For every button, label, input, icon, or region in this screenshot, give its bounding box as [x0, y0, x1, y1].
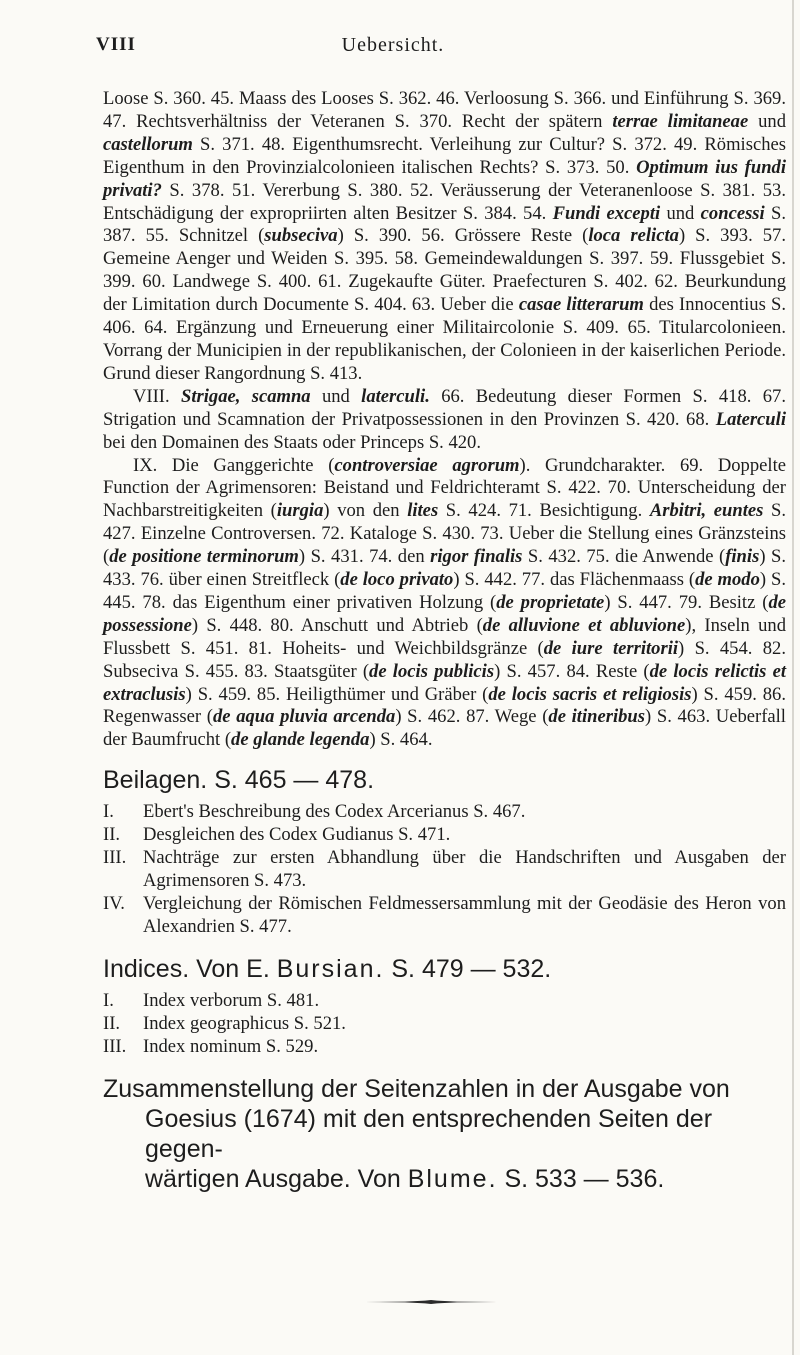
- header-title: Uebersicht.: [341, 34, 445, 56]
- text-run: und: [310, 385, 362, 407]
- closing-heading: [103, 1074, 786, 1194]
- text-run: und: [660, 202, 701, 224]
- latin-term: de locis sacris et religiosis: [488, 683, 692, 705]
- text-run: S. 371. 48. Eigenthumsrecht. Verleihung zur Cultur? S. 372. 49. Römisches Eigenthum in den Provinzialcolonieen italischen Rechts? S. 373. 50.: [103, 133, 786, 178]
- latin-term: Fundi excepti: [552, 202, 661, 224]
- latin-term: lites: [407, 500, 439, 522]
- latin-term: laterculi.: [361, 385, 430, 407]
- list-item-number: I.: [103, 989, 114, 1011]
- beilagen-heading: Beilagen. S. 465 — 478.: [103, 766, 375, 795]
- list-item-text: Index geographicus S. 521.: [143, 1012, 346, 1034]
- latin-term: de alluvione et abluvione: [482, 614, 686, 636]
- latin-term: concessi: [700, 202, 765, 224]
- text-run: VIII.: [133, 385, 181, 407]
- text-run: ) S. 462. 87. Wege (: [395, 706, 549, 728]
- closing-line-3-prefix: wärtigen Ausgabe. Von: [145, 1165, 408, 1194]
- text-run: ) S. 463. Ueberfall der Baumfrucht (: [103, 706, 786, 751]
- indices-heading-prefix: Indices. Von E.: [103, 954, 277, 983]
- latin-term: de loco privato: [340, 569, 454, 591]
- latin-term: de possessione: [103, 591, 786, 636]
- indices-author: Bursian.: [276, 954, 385, 983]
- text-run: ) S. 393. 57. Gemeine Aenger und Weiden S. 395. 58. Gemeindewaldungen S. 397. 59. Flussgebiet S. 399. 60. Landwege S. 400. 61. Zugekaufte Güter. Praefecturen S. 402. 62. Beurkundung der Limitation durch Documente S. 404. 63. Ueber die: [103, 225, 786, 316]
- paragraph-section-7-continued: [103, 88, 786, 386]
- list-item-text: Desgleichen des Codex Gudianus S. 471.: [143, 824, 451, 846]
- end-ornament-rule: [365, 1298, 497, 1306]
- latin-term: finis: [725, 546, 760, 568]
- text-run: ) S. 431. 74. den: [298, 546, 431, 568]
- latin-term: de iure territorii: [543, 637, 679, 659]
- closing-line-2: Goesius (1674) mit den entsprechenden Seiten der gegen-: [145, 1105, 713, 1164]
- latin-term: de itineribus: [548, 706, 646, 728]
- latin-term: loca relicta: [588, 225, 679, 247]
- latin-term: Strigae, scamna: [180, 385, 311, 407]
- text-run: IX. Die Ganggerichte (: [133, 454, 335, 476]
- text-run: ) S. 464.: [369, 729, 433, 751]
- text-run: des Innocentius S. 406. 64. Ergänzung und Erneuerung einer Militaircolonie S. 409. 65. Titularcolonieen. Vorrang der Municipien in der republikanischen, der Colonieen in der kaiserlichen Periode. Grund dieser Rangordnung S. 413.: [103, 294, 786, 384]
- list-item: [103, 824, 786, 847]
- running-header: [96, 34, 690, 64]
- text-run: S. 424. 71. Besichtigung.: [438, 500, 650, 522]
- latin-term: de aqua pluvia arcenda: [212, 706, 396, 728]
- text-run: ) S. 433. 76. über einen Streitfleck (: [103, 546, 786, 591]
- beilagen-list: [103, 801, 786, 938]
- latin-term: iurgia: [276, 500, 324, 522]
- paragraph-section-8: [103, 386, 786, 455]
- list-item-number: II.: [103, 824, 121, 846]
- closing-line-3-pages: S. 533 — 536.: [497, 1165, 665, 1194]
- indices-heading: [103, 955, 786, 984]
- text-run: ) von den: [323, 500, 408, 522]
- latin-term: Optimum ius fundi privati?: [103, 156, 787, 201]
- text-run: ) S. 442. 77. das Flächenmaass (: [453, 569, 696, 591]
- indices-heading-pages: S. 479 — 532.: [384, 954, 552, 983]
- closing-line-1: Zusammenstellung der Seitenzahlen in der Ausgabe von: [103, 1075, 730, 1104]
- list-item: [103, 1013, 786, 1036]
- latin-term: casae litterarum: [518, 294, 644, 316]
- text-run: S. 432. 75. die Anwende (: [522, 546, 726, 568]
- latin-term: terrae limitaneae: [612, 110, 749, 132]
- paragraph-section-9: [103, 455, 786, 753]
- latin-term: Laterculi: [715, 408, 786, 430]
- list-item-number: IV.: [103, 892, 125, 914]
- latin-term: de positione terminorum: [109, 546, 299, 568]
- closing-author: Blume.: [407, 1165, 498, 1194]
- list-item-number: I.: [103, 801, 114, 823]
- text-run: ) S. 445. 78. das Eigenthum einer privativen Holzung (: [103, 569, 786, 613]
- text-run: ) S. 454. 82. Subseciva S. 455. 83. Staatsgüter (: [103, 637, 786, 682]
- indices-list: [103, 990, 786, 1059]
- text-run: 66. Bedeutung dieser Formen S. 418. 67. Strigation und Scamnation der Privatpossessionen in den Provinzen S. 420. 68.: [103, 385, 786, 430]
- list-item-number: III.: [103, 1035, 127, 1057]
- latin-term: Arbitri, euntes: [649, 500, 764, 522]
- latin-term: de proprietate: [496, 591, 605, 613]
- list-item-text: Ebert's Beschreibung des Codex Arcerianus S. 467.: [143, 801, 526, 823]
- list-item: [103, 847, 786, 893]
- text-run: Loose S. 360. 45. Maass des Looses S. 362. 46. Verloosung S. 366. und Einführung S. 369. 47. Rechtsverhältniss der Veteranen S. 370. Recht der spätern: [103, 88, 786, 132]
- latin-term: subseciva: [264, 225, 338, 247]
- latin-term: rigor finalis: [430, 546, 523, 568]
- text-run: S. 427. Einzelne Controversen. 72. Kataloge S. 430. 73. Ueber die Stellung eines Gränzsteins (: [103, 500, 787, 568]
- latin-term: de glande legenda: [231, 729, 370, 751]
- latin-term: de locis publicis: [369, 660, 495, 682]
- latin-term: castellorum: [103, 133, 193, 155]
- latin-term: controversiae agrorum: [334, 454, 520, 476]
- page-edge-line: [792, 0, 794, 1355]
- text-run: S. 387. 55. Schnitzel (: [103, 202, 787, 247]
- list-item-text: Nachträge zur ersten Abhandlung über die Handschriften und Ausgaben der Agrimensoren S. 473.: [143, 847, 786, 891]
- list-item-text: Index verborum S. 481.: [143, 989, 320, 1011]
- text-run: ), Inseln und Flussbett S. 451. 81. Hoheits- und Weichbildsgränze (: [103, 614, 787, 659]
- list-item: [103, 990, 786, 1013]
- text-run: ) S. 447. 79. Besitz (: [604, 591, 769, 613]
- list-item-number: III.: [103, 847, 127, 869]
- text-run: ) S. 448. 80. Anschutt und Abtrieb (: [191, 614, 483, 636]
- text-run: und: [748, 110, 786, 132]
- page-body: [103, 88, 786, 1194]
- list-item: [103, 1036, 786, 1059]
- text-run: ). Grundcharakter. 69. Doppelte Function der Agrimensoren: Beistand und Feldrichteramt S. 422. 70. Unterscheidung der Nachbarstreitigkeiten (: [103, 454, 786, 522]
- page-number: VIII: [96, 34, 136, 55]
- text-run: ) S. 459. 85. Heiligthümer und Gräber (: [185, 683, 489, 705]
- text-run: bei den Domainen des Staats oder Princeps S. 420.: [103, 431, 482, 453]
- text-run: ) S. 459. 86. Regenwasser (: [103, 683, 786, 728]
- latin-term: de locis relictis et extraclusis: [103, 660, 786, 705]
- text-run: ) S. 390. 56. Grössere Reste (: [337, 225, 589, 247]
- list-item-text: Vergleichung der Römischen Feldmessersammlung mit der Geodäsie des Heron von Alexandrien S. 477.: [143, 892, 786, 937]
- list-item: [103, 801, 786, 824]
- list-item: [103, 893, 786, 939]
- text-run: S. 378. 51. Vererbung S. 380. 52. Veräusserung der Veteranenloose S. 381. 53. Entschädigung der expropriirten alten Besitzer S. 384. 54.: [103, 179, 786, 224]
- text-run: ) S. 457. 84. Reste (: [494, 660, 650, 682]
- list-item-text: Index nominum S. 529.: [143, 1035, 319, 1057]
- list-item-number: II.: [103, 1012, 121, 1034]
- latin-term: de modo: [695, 569, 760, 591]
